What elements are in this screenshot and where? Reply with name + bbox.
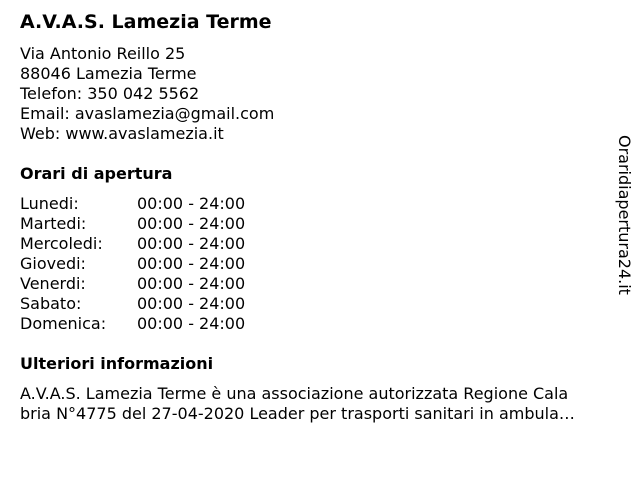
email-address: Email: avaslamezia@gmail.com [20,104,275,123]
info-line: bria N°4775 del 27-04-2020 Leader per trasporti sanitari in ambula… [20,404,575,423]
further-info-text [20,384,630,424]
site-watermark: Oraridiapertura24.it [615,135,634,295]
time-range: 00:00 - 24:00 [137,254,246,273]
address-block [20,44,274,144]
time-range: 00:00 - 24:00 [137,234,246,253]
website-address: Web: www.avaslamezia.it [20,124,224,143]
day-label: Martedi: [20,214,87,233]
further-info-heading: Ulteriori informazioni [20,354,214,373]
time-range: 00:00 - 24:00 [137,274,246,293]
day-label: Domenica: [20,314,107,333]
day-label: Venerdi: [20,274,86,293]
time-range: 00:00 - 24:00 [137,314,246,333]
page-title: A.V.A.S. Lamezia Terme [20,11,272,33]
time-range: 00:00 - 24:00 [137,194,246,213]
city-address: 88046 Lamezia Terme [20,64,197,83]
street-address: Via Antonio Reillo 25 [20,44,186,63]
phone-number: Telefon: 350 042 5562 [20,84,200,103]
info-line: A.V.A.S. Lamezia Terme è una associazione autorizzata Regione Cala [20,384,569,403]
opening-hours-heading: Orari di apertura [20,164,173,183]
day-label: Lunedi: [20,194,79,213]
day-label: Mercoledi: [20,234,103,253]
day-label: Sabato: [20,294,82,313]
time-range: 00:00 - 24:00 [137,294,246,313]
time-range: 00:00 - 24:00 [137,214,246,233]
day-label: Giovedi: [20,254,86,273]
